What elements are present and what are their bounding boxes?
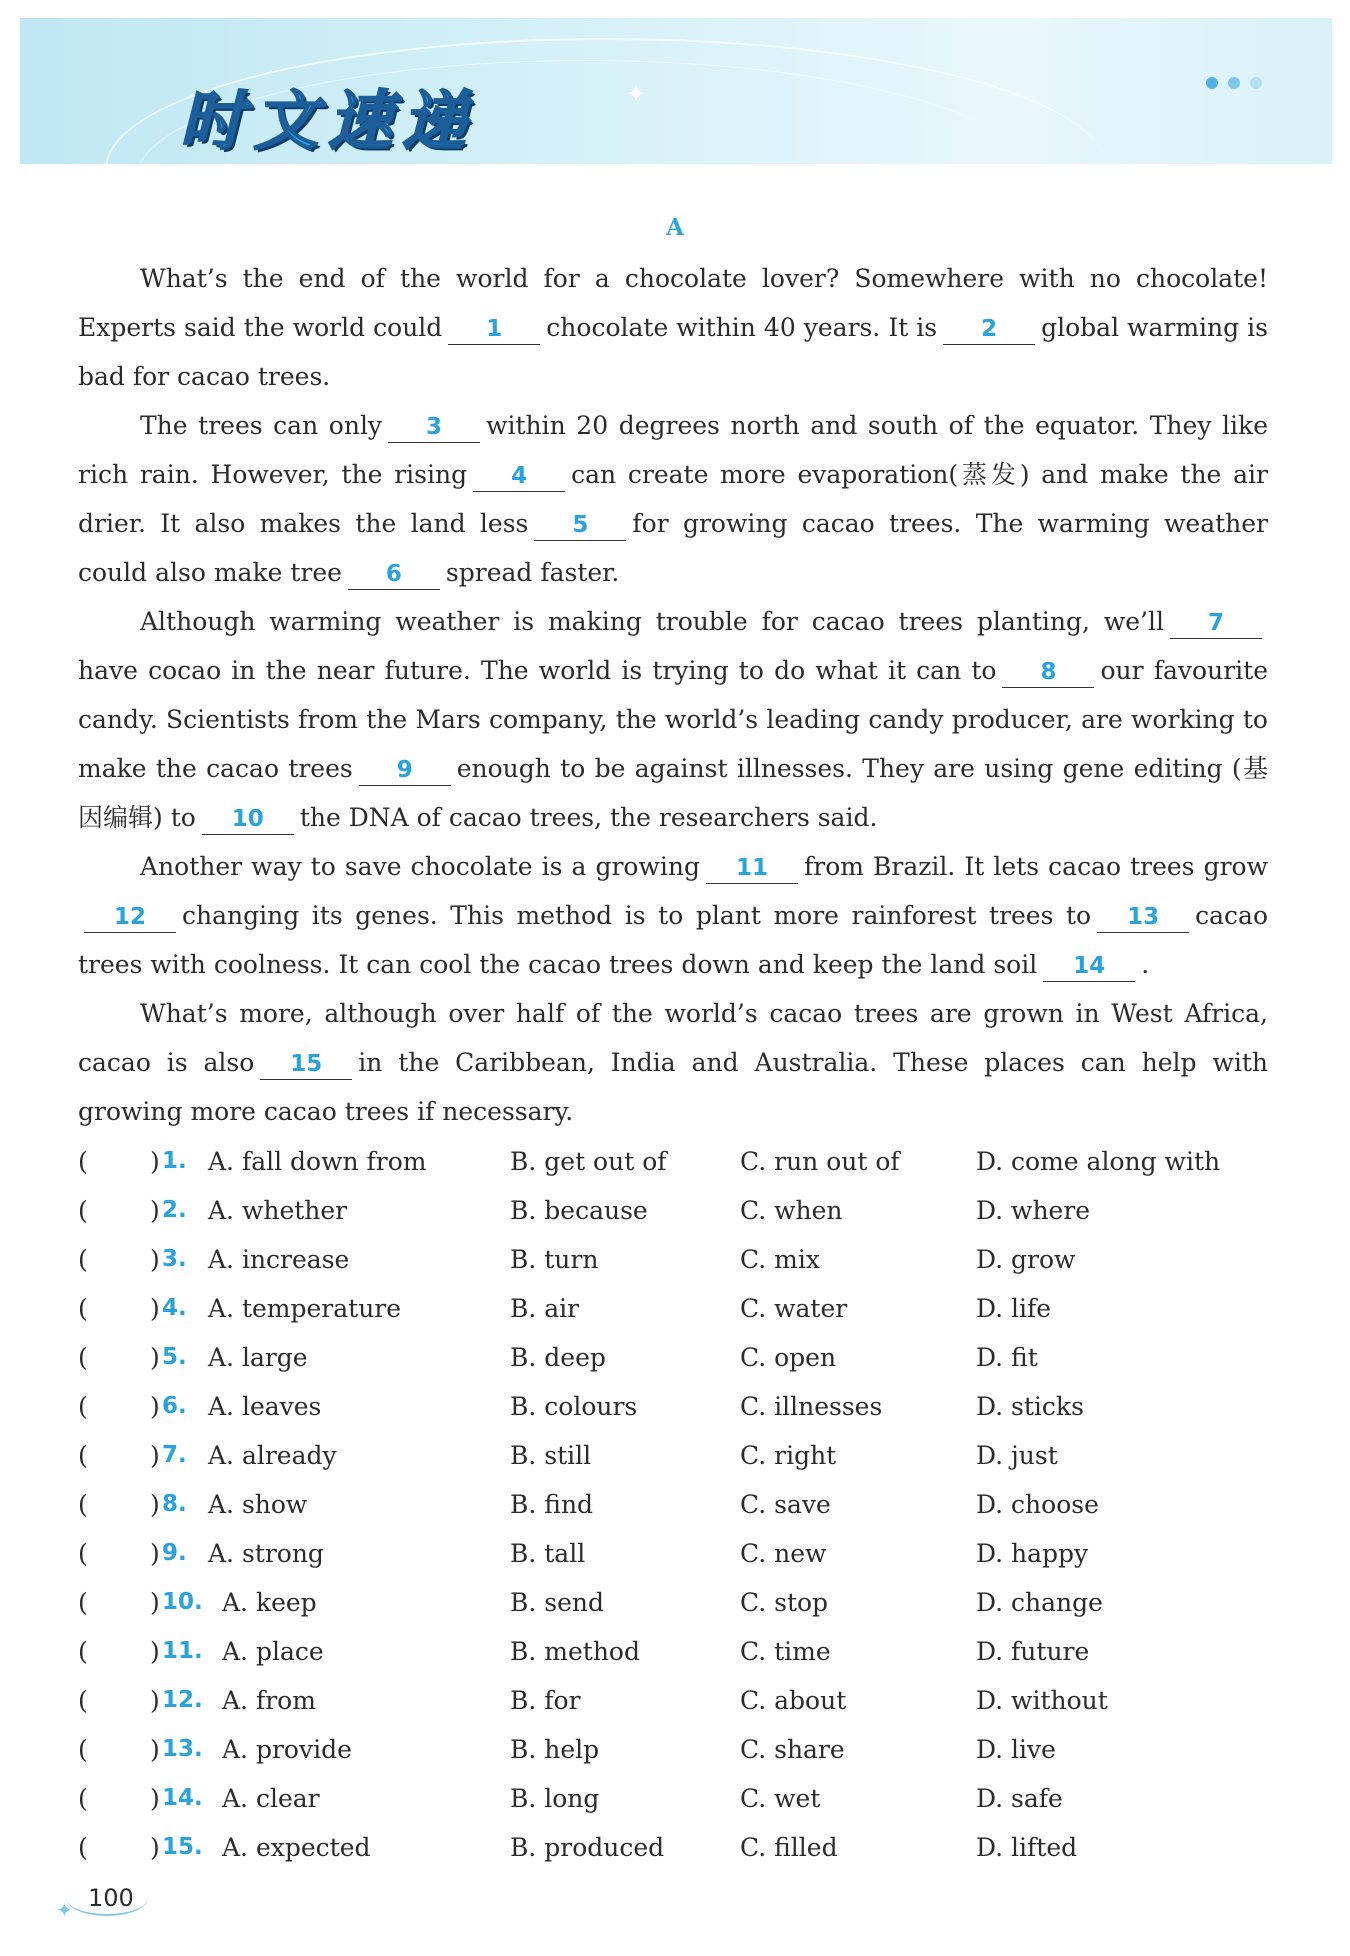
passage-text: Another way to save chocolate is a growing (140, 852, 700, 881)
answer-bracket-close: ) (150, 1784, 160, 1813)
paragraph (78, 989, 1268, 1136)
option-d: D. without (976, 1686, 1108, 1715)
question-number: 2. (162, 1197, 187, 1223)
question-row (78, 1529, 1278, 1578)
option-c: C. run out of (740, 1147, 900, 1176)
option-d: D. sticks (976, 1392, 1084, 1421)
option-d: D. come along with (976, 1147, 1221, 1176)
option-a: A. fall down from (208, 1147, 427, 1176)
blank-5: 5 (534, 510, 626, 541)
question-row (78, 1137, 1278, 1186)
option-d: D. future (976, 1637, 1090, 1666)
answer-bracket-open: ( (78, 1490, 88, 1519)
blank-6: 6 (348, 559, 440, 590)
option-d: D. fit (976, 1343, 1038, 1372)
answer-bracket-open: ( (78, 1147, 88, 1176)
question-row (78, 1823, 1278, 1872)
answer-bracket-close: ) (150, 1245, 160, 1274)
answer-bracket-close: ) (150, 1686, 160, 1715)
question-row (78, 1627, 1278, 1676)
dot-1 (1206, 77, 1218, 89)
passage-text: The trees can only (140, 411, 383, 440)
passage-text: . (1141, 950, 1150, 979)
option-d: D. where (976, 1196, 1091, 1225)
blank-1: 1 (448, 314, 540, 345)
option-c: C. when (740, 1196, 843, 1225)
option-c: C. filled (740, 1833, 838, 1862)
question-row (78, 1578, 1278, 1627)
answer-bracket-close: ) (150, 1490, 160, 1519)
option-c: C. open (740, 1343, 837, 1372)
blank-11: 11 (706, 853, 798, 884)
option-d: D. grow (976, 1245, 1076, 1274)
answer-bracket-close: ) (150, 1441, 160, 1470)
passage-text: from Brazil. It lets cacao trees grow (803, 852, 1268, 881)
dot-2 (1228, 77, 1240, 89)
option-c: C. time (740, 1637, 831, 1666)
question-row (78, 1382, 1278, 1431)
paragraph (78, 842, 1268, 989)
option-a: A. increase (208, 1245, 350, 1274)
answer-bracket-open: ( (78, 1784, 88, 1813)
option-d: D. live (976, 1735, 1056, 1764)
answer-bracket-close: ) (150, 1735, 160, 1764)
question-number: 9. (162, 1540, 187, 1566)
option-b: B. produced (510, 1833, 665, 1862)
option-b: B. colours (510, 1392, 638, 1421)
blank-9: 9 (359, 755, 451, 786)
passage-text: cacao trees with coolness. It can cool the cacao trees down and keep the land soil (78, 901, 1268, 979)
question-number: 14. (162, 1785, 203, 1811)
dot-3 (1250, 77, 1262, 89)
option-d: D. change (976, 1588, 1103, 1617)
answer-bracket-open: ( (78, 1392, 88, 1421)
option-a: A. leaves (208, 1392, 322, 1421)
blank-12: 12 (84, 902, 176, 933)
option-a: A. place (222, 1637, 324, 1666)
blank-13: 13 (1097, 902, 1189, 933)
answer-bracket-open: ( (78, 1686, 88, 1715)
option-d: D. lifted (976, 1833, 1078, 1862)
question-row (78, 1725, 1278, 1774)
passage-text: chocolate within 40 years. It is (546, 313, 938, 342)
passage-text: have cocao in the near future. The world is trying to do what it can to (78, 656, 997, 685)
answer-bracket-close: ) (150, 1147, 160, 1176)
question-row (78, 1676, 1278, 1725)
option-a: A. already (208, 1441, 337, 1470)
option-b: B. tall (510, 1539, 586, 1568)
blank-15: 15 (260, 1049, 352, 1080)
option-a: A. show (208, 1490, 308, 1519)
question-number: 1. (162, 1148, 187, 1174)
passage-text: our favourite candy. Scientists from the Mars company, the world’s leading candy producer, are working to make the cacao trees (78, 656, 1268, 783)
question-number: 5. (162, 1344, 187, 1370)
paragraph (78, 401, 1268, 597)
question-number: 8. (162, 1491, 187, 1517)
paragraph (78, 597, 1268, 842)
answer-bracket-open: ( (78, 1539, 88, 1568)
answer-bracket-close: ) (150, 1833, 160, 1862)
option-a: A. clear (222, 1784, 320, 1813)
star-icon: ✦ (56, 1898, 73, 1922)
blank-14: 14 (1043, 951, 1135, 982)
header-banner (20, 18, 1332, 164)
passage (78, 254, 1268, 1136)
option-c: C. stop (740, 1588, 829, 1617)
option-a: A. expected (222, 1833, 371, 1862)
passage-text: can create more evaporation(蒸发) and make the air drier. It also makes the land less (78, 460, 1268, 538)
option-d: D. happy (976, 1539, 1089, 1568)
option-d: D. choose (976, 1490, 1099, 1519)
decorative-dots (1196, 74, 1262, 93)
answer-bracket-close: ) (150, 1539, 160, 1568)
option-a: A. large (208, 1343, 308, 1372)
blank-3: 3 (388, 412, 480, 443)
passage-text: global warming is bad for cacao trees. (78, 313, 1268, 391)
option-a: A. provide (222, 1735, 352, 1764)
answer-bracket-open: ( (78, 1196, 88, 1225)
answer-bracket-close: ) (150, 1588, 160, 1617)
passage-text: changing its genes. This method is to plant more rainforest trees to (182, 901, 1092, 930)
answer-bracket-open: ( (78, 1343, 88, 1372)
option-b: B. for (510, 1686, 581, 1715)
option-b: B. turn (510, 1245, 599, 1274)
option-c: C. wet (740, 1784, 821, 1813)
option-a: A. temperature (208, 1294, 402, 1323)
answer-bracket-open: ( (78, 1294, 88, 1323)
passage-text: within 20 degrees north and south of the equator. They like rich rain. However, the rising (78, 411, 1268, 489)
answer-bracket-close: ) (150, 1294, 160, 1323)
answer-bracket-open: ( (78, 1735, 88, 1764)
passage-text: What’s the end of the world for a chocolate lover? Somewhere with no chocolate! Experts said the world could (78, 264, 1268, 342)
option-d: D. safe (976, 1784, 1063, 1813)
passage-text: for growing cacao trees. The warming weather could also make tree (78, 509, 1269, 587)
option-c: C. water (740, 1294, 848, 1323)
question-number: 6. (162, 1393, 187, 1419)
question-number: 3. (162, 1246, 187, 1272)
question-row (78, 1480, 1278, 1529)
question-row (78, 1431, 1278, 1480)
option-b: B. send (510, 1588, 604, 1617)
option-b: B. long (510, 1784, 600, 1813)
passage-text: spread faster. (445, 558, 620, 587)
option-d: D. just (976, 1441, 1058, 1470)
passage-text: enough to be against illnesses. They are using gene editing (基因编辑) to (78, 754, 1268, 832)
answer-bracket-close: ) (150, 1392, 160, 1421)
option-c: C. save (740, 1490, 831, 1519)
passage-label: A (666, 214, 684, 241)
answer-bracket-close: ) (150, 1196, 160, 1225)
option-b: B. because (510, 1196, 648, 1225)
question-number: 10. (162, 1589, 203, 1615)
option-c: C. new (740, 1539, 827, 1568)
question-row (78, 1284, 1278, 1333)
option-a: A. whether (208, 1196, 348, 1225)
question-row (78, 1333, 1278, 1382)
question-number: 15. (162, 1834, 203, 1860)
paragraph (78, 254, 1268, 401)
option-b: B. air (510, 1294, 580, 1323)
question-row (78, 1774, 1278, 1823)
option-d: D. life (976, 1294, 1052, 1323)
section-title: 时文速递 (180, 85, 476, 159)
question-number: 13. (162, 1736, 203, 1762)
blank-7: 7 (1170, 608, 1262, 639)
passage-text: the DNA of cacao trees, the researchers said. (299, 803, 878, 832)
question-number: 11. (162, 1638, 203, 1664)
option-c: C. share (740, 1735, 845, 1764)
blank-10: 10 (202, 804, 294, 835)
option-a: A. strong (208, 1539, 324, 1568)
answer-bracket-open: ( (78, 1637, 88, 1666)
option-c: C. illnesses (740, 1392, 883, 1421)
option-b: B. find (510, 1490, 594, 1519)
question-number: 4. (162, 1295, 187, 1321)
answer-bracket-close: ) (150, 1343, 160, 1372)
question-row (78, 1235, 1278, 1284)
question-number: 12. (162, 1687, 203, 1713)
answer-bracket-open: ( (78, 1833, 88, 1862)
sparkle-icon: ✦ (626, 80, 647, 108)
option-c: C. right (740, 1441, 837, 1470)
option-b: B. help (510, 1735, 600, 1764)
passage-text: Although warming weather is making trouble for cacao trees planting, we’ll (140, 607, 1164, 636)
answer-bracket-open: ( (78, 1588, 88, 1617)
option-b: B. method (510, 1637, 640, 1666)
option-b: B. deep (510, 1343, 606, 1372)
option-a: A. keep (222, 1588, 317, 1617)
option-a: A. from (222, 1686, 316, 1715)
blank-8: 8 (1002, 657, 1094, 688)
question-number: 7. (162, 1442, 187, 1468)
passage-text: in the Caribbean, India and Australia. These places can help with growing more cacao trees if necessary. (78, 1048, 1268, 1126)
answer-bracket-open: ( (78, 1245, 88, 1274)
question-list (78, 1137, 1278, 1872)
answer-bracket-open: ( (78, 1441, 88, 1470)
passage-text: What’s more, although over half of the world’s cacao trees are grown in West Africa, cacao is also (78, 999, 1268, 1077)
page-number: 100 (88, 1884, 134, 1912)
blank-4: 4 (473, 461, 565, 492)
answer-bracket-close: ) (150, 1637, 160, 1666)
option-c: C. about (740, 1686, 847, 1715)
option-b: B. still (510, 1441, 592, 1470)
blank-2: 2 (943, 314, 1035, 345)
question-row (78, 1186, 1278, 1235)
option-c: C. mix (740, 1245, 820, 1274)
option-b: B. get out of (510, 1147, 667, 1176)
